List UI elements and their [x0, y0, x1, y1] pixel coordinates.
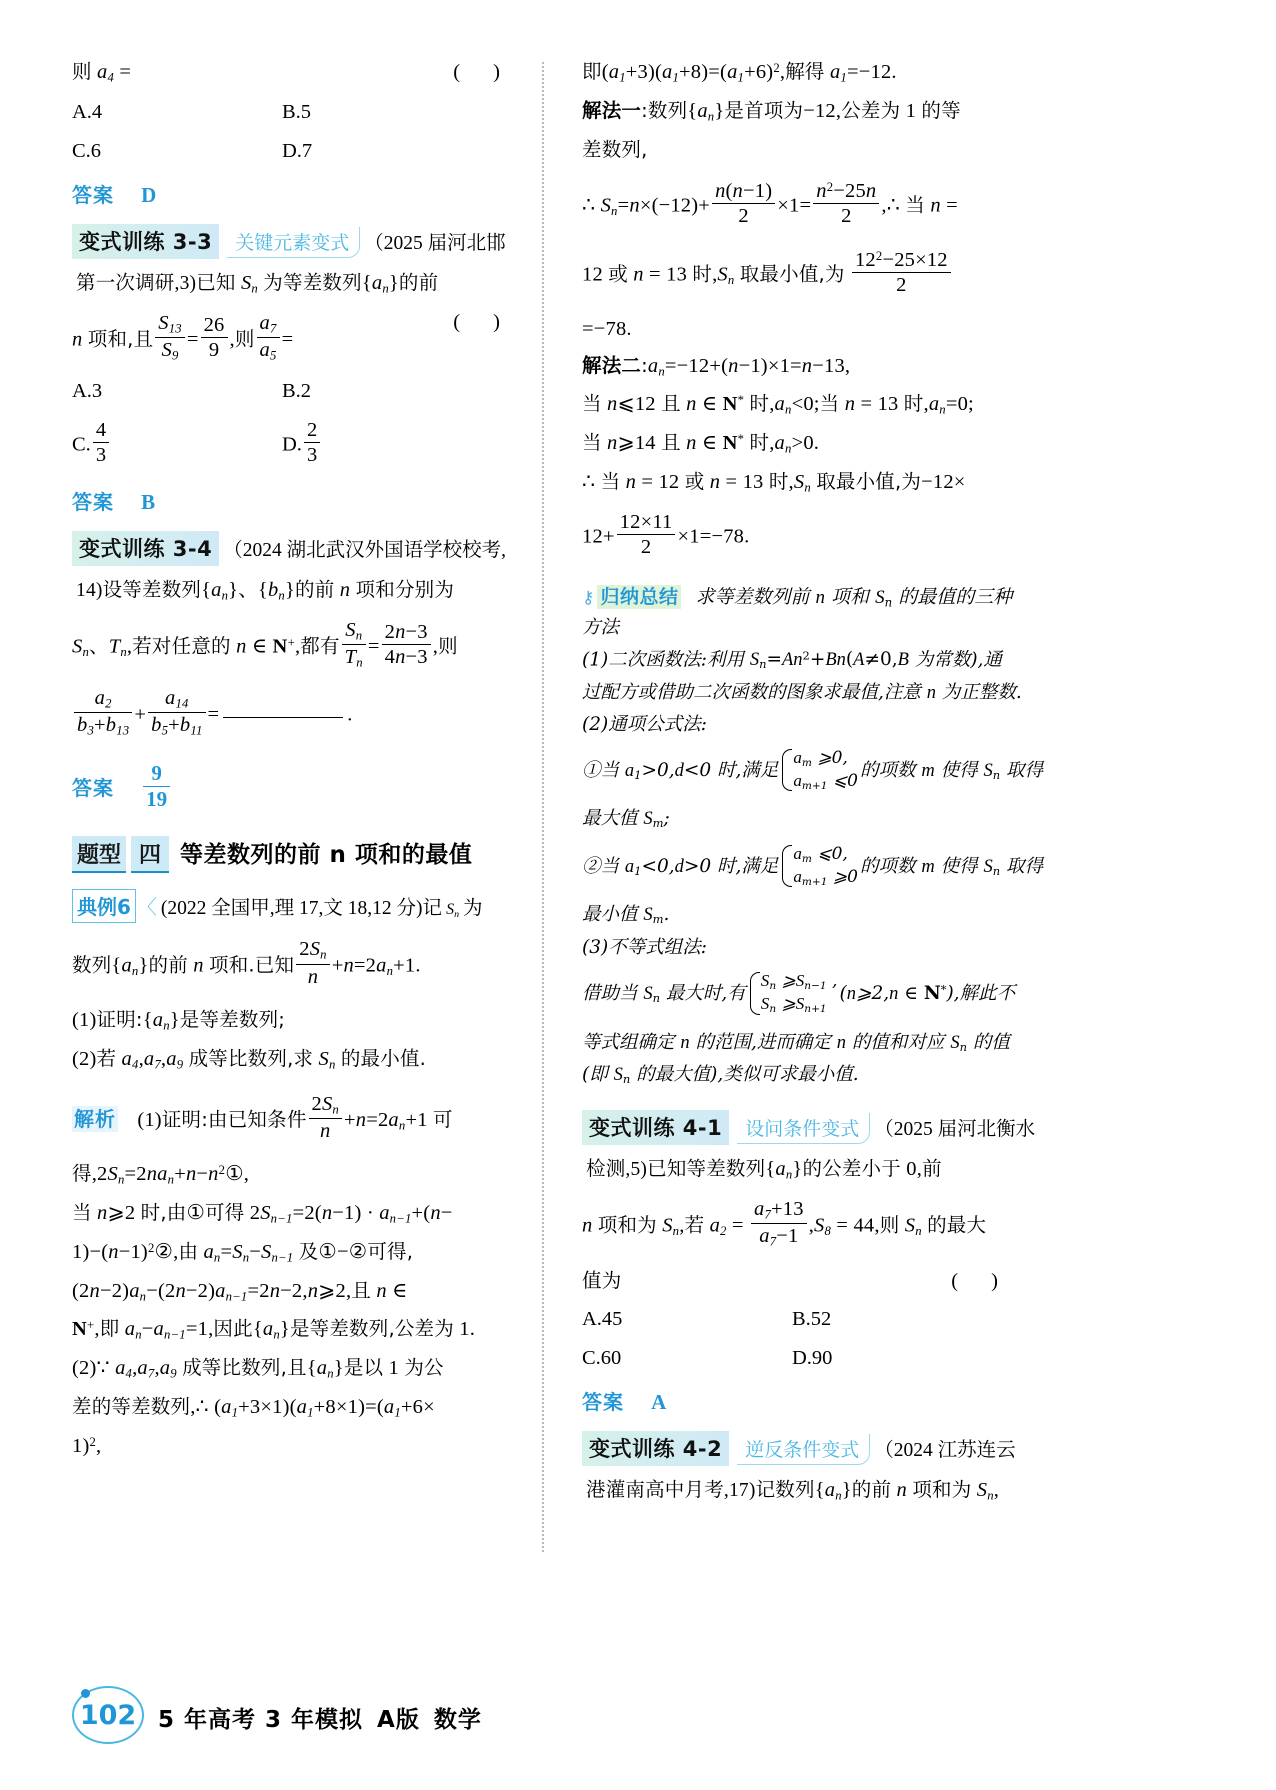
answer-label: 答案 [72, 775, 114, 800]
choice-c[interactable]: C.60 [582, 1347, 622, 1370]
footer-subject: 数学 [433, 1706, 482, 1733]
bianshi-3-3-source-part2: 第一次调研,3)已知 $S_n$ 为等差数列$\{a_n\}$的前 [76, 270, 439, 296]
jiefa-2-line-5: 12+ $\frac{12\times 11}{2}$ ×1=−78. [582, 510, 750, 558]
bianshi-3-4-source-part1: （2024 湖北武汉外国语学校校考, [223, 539, 507, 561]
jiefa-2-line-3: 当 n⩾14 且 n ∈ N* 时$,a_n>0$. [582, 431, 820, 456]
guina-m2: (2)通项公式法: [582, 713, 707, 735]
choice-c[interactable]: C. $\frac{4}{3}$ [72, 419, 282, 466]
choice-a[interactable]: A.45 [582, 1308, 623, 1331]
bianshi-4-1-line2: n 项和为 $S_n$,若 $a_2$ = $\frac{a_7+13}{a_7-1}$ $,S_8 = 44$,则 $S_n$ 的最大 [582, 1197, 987, 1249]
dianli-arrow-icon: 〈 [136, 897, 157, 920]
guina-m2-2: ②当 $a_1<0,d>0$ 时,满足 $a_m$ ⩽0, $a_{m+1}$ ⩾0 的项数 m 使得 $S_n$ 取得 [582, 843, 1044, 888]
choices-prev [72, 101, 514, 124]
jiexi-line-8: 差的等差数列,∴ $(a_1+3\times 1)(a_1+8\times 1)=(a_1+6\times$ [72, 1395, 435, 1420]
answer-value: A [651, 1390, 667, 1415]
bianshi-3-3-header [72, 224, 514, 259]
key-icon: ⚷ [582, 588, 595, 608]
bianshi-3-4-line1: 14)设等差数列$\{a_n\}$、$\{b_n\}$的前 n 项和分别为 [76, 577, 455, 603]
jiexi-line-1: 解析 (1)证明:由已知条件 $\frac{2S_n}{n}$ $+n=2a_n+1$ 可 [74, 1092, 453, 1143]
jiexi-line-2: 得$,2S_n=2na_n+n-n^2①$, [72, 1162, 250, 1187]
answer-row-4-1 [582, 1386, 1012, 1415]
tixing-title: 等差数列的前 n 项和的最值 [180, 842, 473, 869]
page-number: 102 [79, 1699, 137, 1731]
tixing-4-heading [72, 836, 514, 873]
guina-m3-a: 借助当 $S_n$ 最大时,有 $S_n$ $⩾S_{n-1}$ , $S_n$ $⩾S_{n+1}$ (n⩾2,n ∈ N*),解此不 [582, 971, 1016, 1016]
answer-value: D [141, 182, 157, 207]
choices-prev-2 [72, 140, 514, 163]
footer-series: 5 年高考 3 年模拟 [158, 1706, 364, 1733]
bianshi-3-4-header [72, 531, 514, 566]
jiefa-2-line-1: 解法二$:a_n=-12+(n-1)\times 1=n-13$, [582, 353, 851, 379]
bianshi-4-1-header [582, 1110, 1036, 1145]
system-brace-1: $a_m$ ⩾0, $a_{m+1}$ ⩽0 [780, 747, 858, 793]
answer-value: B [141, 489, 156, 514]
choices-3-3-row1 [72, 380, 514, 403]
bianshi-3-4-line2: $S_n$、$T_n$,若对任意的 n ∈ N+,都有 $\frac{S_n}{T_n}$ = $\frac{2n-3}{4n-3}$ ,则 [72, 618, 458, 670]
tixing-label: 题型 [72, 836, 126, 873]
jiexi-line-7: (2)∵ $a_4,a_7,a_9$ 成等比数列,且$\{a_n\}$是以 1 为公 [72, 1356, 444, 1381]
choice-c[interactable]: C.6 [72, 139, 102, 162]
guina-m2-2c: 最小值 $S_m$. [582, 904, 670, 927]
dianli-stem: 数列$\{a_n\}$的前 n 项和.已知 $\frac{2S_n}{n}$ $+n=2a_n+1$. [72, 938, 421, 988]
guina-header [582, 582, 1012, 609]
jiefa-2-label: 解法二 [582, 353, 642, 377]
answer-row-3-3 [72, 486, 514, 515]
jiefa-1-line-2: 差数列, [582, 137, 648, 161]
guina-m2-1c: 最大值 $S_m$; [582, 808, 670, 831]
answer-value: $\frac{9}{19}$ [141, 776, 172, 800]
tixing-number: 四 [131, 836, 169, 873]
bianshi-4-2-source-part1: （2024 江苏连云 [874, 1440, 1016, 1462]
dianli-part-2: (2)若 $a_4,a_7,a_9$ 成等比数列,求 $S_n$ 的最小值. [72, 1046, 427, 1072]
fill-blank[interactable] [223, 717, 343, 718]
answer-row-prev [72, 179, 514, 208]
jiefa-1-line-3: ∴ $S_n=n\times(-12)+$ $\frac{n(n-1)}{2}$ ×1= $\frac{n^2-25n}{2}$ ,∴ 当 n = [582, 180, 958, 228]
left-column [72, 62, 542, 1552]
answer-paren-3-3: ( ) [453, 310, 514, 333]
guina-head2: 方法 [582, 617, 620, 639]
choice-d[interactable]: D. $\frac{2}{3}$ [282, 419, 492, 466]
page-number-badge [72, 1686, 148, 1748]
choices-3-3-row2 [72, 419, 514, 466]
jiexi-line-5: $(2n-2)a_n-(2n-2)a_{n-1}=2n-2,n⩾2$,且 n ∈ [72, 1278, 408, 1304]
answer-row-3-4 [72, 762, 514, 810]
choice-d[interactable]: D.7 [282, 139, 313, 162]
jiefa-1-line-1: 解法一:数列$\{a_n\}$是首项为−12,公差为 1 的等 [582, 98, 961, 124]
jiefa-1-line-5: =−78. [582, 317, 632, 340]
bianshi-4-1-line1: 检测,5)已知等差数列$\{a_n\}$的公差小于 0,前 [586, 1156, 942, 1182]
bianshi-4-1-tag: 设问条件变式 [737, 1113, 870, 1144]
choice-b[interactable]: B.5 [282, 100, 312, 123]
dianli-part-1: (1)证明$:\{a_n\}$是等差数列; [72, 1007, 286, 1033]
bianshi-4-2-title: 变式训练 4-2 [582, 1431, 729, 1466]
two-column-body [72, 62, 1072, 1552]
guina-m3: (3)不等式组法: [582, 936, 707, 958]
answer-label: 答案 [582, 1390, 624, 1415]
answer-label: 答案 [72, 182, 114, 207]
cont-line-1: 即$(a_1+3)(a_1+8)=(a_1+6)^2$,解得 $a_1=-12$. [582, 60, 897, 85]
dianli-source: (2022 全国甲,理 17,文 18,12 分) [160, 898, 423, 920]
dianli-6-header: 典例6 〈 (2022 全国甲,理 17,文 18,12 分)记 $S_n$ 为 [72, 889, 514, 923]
jiexi-line-9: 1)$^2$, [72, 1434, 102, 1457]
system-brace-2: $a_m$ ⩽0, $a_{m+1}$ ⩾0 [780, 843, 858, 889]
bianshi-3-3-body: n 项和,且 $\frac{S_{13}}{S_9}$ = $\frac{26}{9}$ ,则 $\frac{a_7}{a_5}$ = ( ) [72, 310, 514, 363]
page-footer [72, 1686, 482, 1748]
choices-4-1-row1 [582, 1308, 1012, 1331]
choice-b[interactable]: B.52 [792, 1308, 832, 1331]
jiexi-label: 解析 [74, 1107, 116, 1132]
dianli-badge: 典例6 [72, 889, 136, 923]
guina-m3-d: (即 $S_n$ 的最大值),类似可求最小值. [582, 1064, 859, 1087]
bianshi-4-2-line1: 港灌南高中月考,17)记数列$\{a_n\}$的前 n 项和为 $S_n$, [586, 1478, 1000, 1503]
guina-m3-c: 等式组确定 n 的范围,进而确定 n 的值和对应 $S_n$ 的值 [582, 1031, 1010, 1054]
guina-title: 归纳总结 [597, 585, 681, 609]
system-brace-3: $S_n$ $⩾S_{n-1}$ , $S_n$ $⩾S_{n+1}$ [748, 970, 838, 1016]
choice-a[interactable]: A.3 [72, 379, 103, 402]
question-stem-prev: 则 $a_4$ = ( ) [72, 60, 514, 85]
bianshi-3-4-title: 变式训练 3-4 [72, 531, 219, 566]
guina-m1b: 过配方或借助二次函数的图象求最值,注意 n 为正整数. [582, 682, 1022, 703]
bianshi-3-3-title: 变式训练 3-3 [72, 224, 219, 259]
choice-a[interactable]: A.4 [72, 100, 103, 123]
footer-edition: A版 [377, 1706, 420, 1733]
answer-label: 答案 [72, 489, 114, 514]
guina-m1a: (1)二次函数法:利用 $S_n=An^2+Bn(A\ne 0,B$ 为常数),通 [582, 648, 1002, 672]
jiefa-2-line-2: 当 n⩽12 且 n ∈ N* 时$,a_n<0$;当 n = 13 时$,a_n=0$; [582, 392, 974, 417]
jiefa-2-line-4: ∴ 当 n = 12 或 n = 13 时$,S_n$ 取最小值,为−12× [582, 470, 966, 495]
answer-paren-4-1: ( ) [951, 1270, 1012, 1293]
jiefa-1-line-4: 12 或 n = 13 时$,S_n$ 取最小值,为 $\frac{12^2-25\times 12}{2}$ [582, 249, 1012, 296]
bianshi-4-1-line3: 值为 ( ) [582, 1269, 1012, 1293]
bianshi-4-2-tag: 逆反条件变式 [737, 1434, 870, 1465]
bianshi-3-3-tag: 关键元素变式 [227, 227, 360, 258]
bianshi-3-3-source-part1: （2025 届河北邯 [364, 232, 506, 254]
jiexi-line-6: N+,即 $a_n-a_{n-1}=1$,因此$\{a_n\}$是等差数列,公差为 1. [72, 1317, 476, 1343]
bianshi-4-1-title: 变式训练 4-1 [582, 1110, 729, 1145]
jiexi-line-3: 当 n⩾2 时,由①可得 $2S_{n-1}=2(n-1) \cdot a_{n-1}+(n-$ [72, 1201, 453, 1226]
jiefa-1-label: 解法一 [582, 98, 642, 122]
choice-b[interactable]: B.2 [282, 379, 312, 402]
right-column [542, 60, 1044, 1552]
bianshi-4-2-header [582, 1431, 1016, 1466]
choice-d[interactable]: D.90 [792, 1347, 833, 1370]
choices-4-1-row2 [582, 1347, 1012, 1370]
guina-head: 求等差数列前 n 项和 $S_n$ 的最值的三种 [695, 586, 1013, 610]
jiexi-line-4: $1)-(n-1)^2②$,由 $a_n=S_n-S_{n-1}$ 及①−②可得, [72, 1239, 414, 1265]
footer-title [158, 1701, 482, 1734]
answer-paren: ( ) [453, 61, 514, 83]
guina-m2-1: ①当 $a_1>0,d<0$ 时,满足 $a_m$ ⩾0, $a_{m+1}$ ⩽0 的项数 m 使得 $S_n$ 取得 [582, 748, 1044, 793]
bianshi-4-1-source-part1: （2025 届河北衡水 [874, 1118, 1036, 1140]
bianshi-3-4-line3: $\frac{a_2}{b_3+b_{13}}$ + $\frac{a_{14}}{b_5+b_{11}}$ = . [72, 687, 514, 739]
